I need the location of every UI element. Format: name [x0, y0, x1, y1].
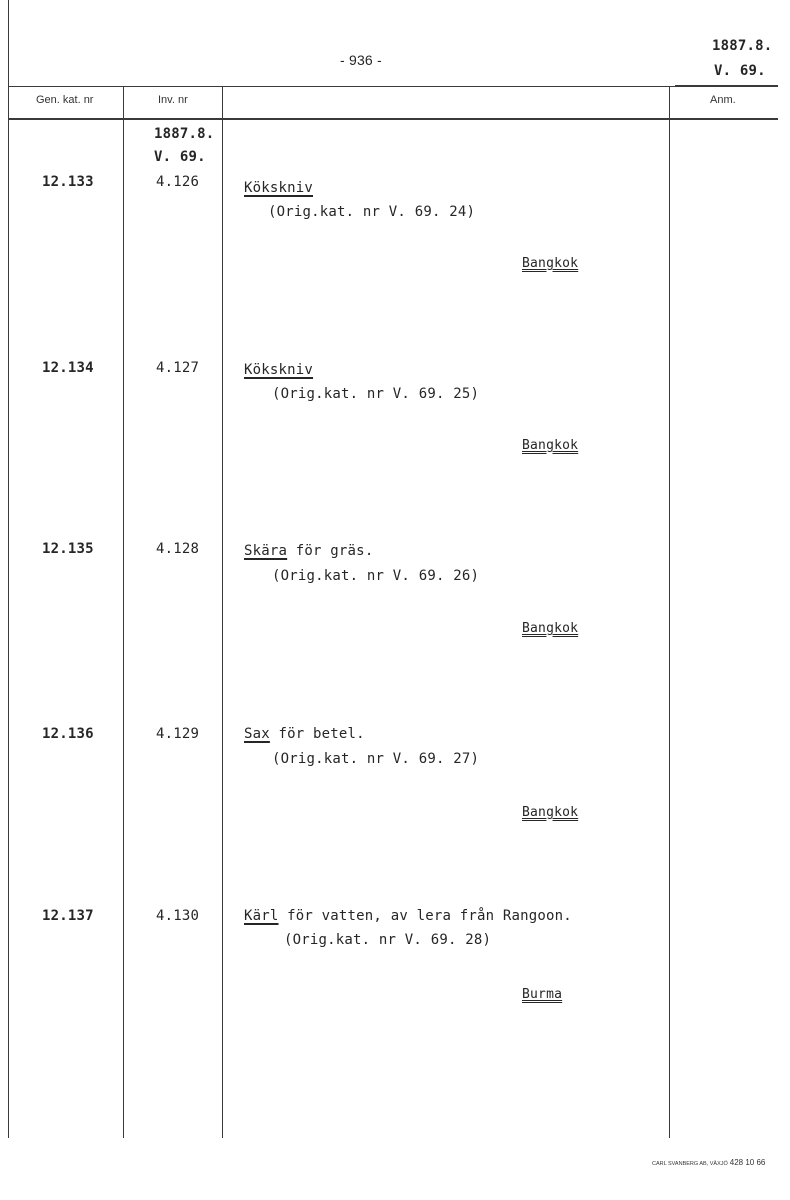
inv-number: 4.126 [156, 174, 200, 190]
print-code: 428 10 66 [729, 1158, 766, 1167]
object-title: Skära [244, 543, 288, 559]
object-description [244, 726, 365, 742]
object-title: Kökskniv [244, 180, 314, 196]
column-divider-3 [669, 87, 670, 1138]
top-ref-line-1: 1887.8. [712, 38, 773, 54]
origin-place: Bangkok [522, 621, 579, 636]
inv-number: 4.129 [156, 726, 200, 742]
gen-kat-number: 12.133 [42, 174, 94, 190]
printer-name: CARL SVANBERG AB, VÄXJÖ [652, 1161, 728, 1167]
object-description [244, 908, 572, 924]
object-desc: för vatten, av lera från Rangoon. [278, 908, 572, 924]
col-header-anm: Anm. [710, 94, 736, 106]
header-ref-underline [675, 85, 778, 86]
object-desc: för gräs. [287, 543, 374, 559]
object-description [244, 543, 373, 559]
inv-ref-line-1: 1887.8. [154, 126, 215, 142]
orig-catalog-ref: (Orig.kat. nr V. 69. 24) [268, 204, 476, 220]
inv-ref-line-2: V. 69. [154, 149, 206, 165]
column-divider-2 [222, 87, 223, 1138]
inv-number: 4.128 [156, 541, 200, 557]
origin-place: Burma [522, 987, 563, 1002]
origin-place: Bangkok [522, 256, 579, 271]
object-title: Kökskniv [244, 362, 314, 378]
object-description [244, 180, 313, 196]
orig-catalog-ref: (Orig.kat. nr V. 69. 26) [272, 568, 480, 584]
inv-number: 4.127 [156, 360, 200, 376]
gen-kat-number: 12.137 [42, 908, 94, 924]
object-title: Kärl [244, 908, 279, 924]
origin-place: Bangkok [522, 438, 579, 453]
gen-kat-number: 12.136 [42, 726, 94, 742]
inv-number: 4.130 [156, 908, 200, 924]
orig-catalog-ref: (Orig.kat. nr V. 69. 28) [284, 932, 492, 948]
gen-kat-number: 12.134 [42, 360, 94, 376]
object-desc: för betel. [269, 726, 365, 742]
col-header-gen-kat: Gen. kat. nr [36, 94, 94, 106]
object-title: Sax [244, 726, 270, 742]
top-ref-line-2: V. 69. [714, 63, 766, 79]
col-header-inv: Inv. nr [158, 94, 188, 106]
column-divider-1 [123, 87, 124, 1138]
orig-catalog-ref: (Orig.kat. nr V. 69. 27) [272, 751, 480, 767]
orig-catalog-ref: (Orig.kat. nr V. 69. 25) [272, 386, 480, 402]
page-number: - 936 - [340, 52, 382, 68]
object-description [244, 362, 313, 378]
origin-place: Bangkok [522, 805, 579, 820]
gen-kat-number: 12.135 [42, 541, 94, 557]
left-margin-rule [8, 0, 9, 1138]
printer-imprint [652, 1158, 765, 1167]
